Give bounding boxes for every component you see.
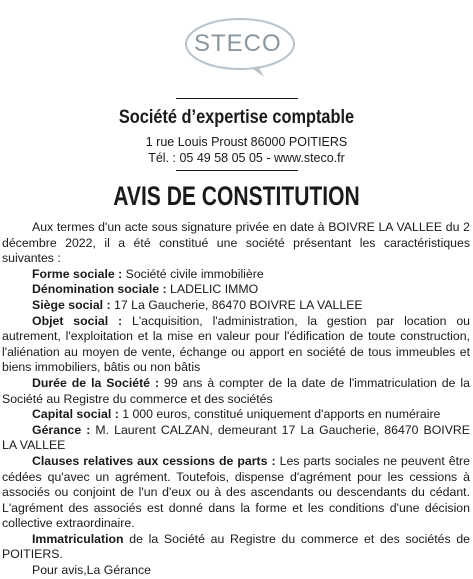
field-label: Durée de la Société :	[32, 375, 160, 390]
field-label: Objet social :	[32, 313, 123, 328]
field-value: LADELIC IMMO	[166, 282, 259, 297]
field-immatriculation	[2, 532, 470, 563]
field-value: 17 La Gaucherie, 86470 BOIVRE LA VALLEE	[110, 297, 363, 312]
notice-body	[2, 220, 470, 579]
header-top-rule	[176, 98, 298, 99]
field-label: Siège social :	[32, 297, 111, 312]
header-bottom-rule	[176, 170, 298, 171]
field-label: Immatriculation	[32, 531, 124, 546]
field-value: 1 000 euros, constitué uniquement d'apports en numéraire	[118, 407, 441, 422]
field-value: Les parts sociales ne peuvent être cédées qu'avec un agrément. Toutefois, dispense d'agrément pour les cessions à associés ou conjoint de l'un d'eux ou à des ascendants ou descendants du cédant. L'agrément des associés est donné dans la forme et les conditions d'une décision collective extraordinaire.	[2, 453, 470, 531]
field-value: 99 ans à compter de la date de l'immatriculation de la Société au Registre du commerce et des sociétés	[2, 375, 470, 406]
cabinet-name: Société d’expertise comptable	[118, 107, 355, 128]
field-label: Gérance :	[32, 422, 91, 437]
field-siege-social	[2, 298, 470, 314]
field-forme-sociale	[2, 267, 470, 283]
field-label: Clauses relatives aux cessions de parts :	[32, 453, 276, 468]
field-capital-social	[2, 407, 470, 423]
field-label: Forme sociale :	[32, 266, 123, 281]
field-objet-social	[2, 314, 470, 376]
notice-intro: Aux termes d'un acte sous signature privée en date à BOIVRE LA VALLEE du 2 décembre 2022, il a été constitué une société présentant les caractéristiques suivantes :	[2, 220, 470, 266]
field-label: Capital social :	[32, 407, 119, 422]
field-value: de la Société au Registre du commerce et des sociétés de POITIERS.	[2, 531, 470, 562]
field-value: L'acquisition, l'administration, la gestion par location ou autrement, l'exploitation et la mise en valeur pour l'édification de toute construction, l'aliénation au moyen de vente, échange ou apport en société de tous immeubles et biens immobiliers, bâtis ou non bâtis	[2, 313, 470, 375]
cabinet-phone: Tél. : 05 49 58 05 05 - www.steco.fr	[148, 151, 345, 165]
field-value: Société civile immobilière	[122, 266, 264, 281]
notice-title: AVIS DE CONSTITUTION	[113, 181, 360, 211]
steco-logo	[178, 14, 298, 78]
field-denomination	[2, 282, 470, 298]
cabinet-address: 1 rue Louis Proust 86000 POITIERS	[145, 135, 348, 149]
field-gerance	[2, 423, 470, 454]
field-clauses-cessions	[2, 454, 470, 532]
logo-text: STECO	[194, 30, 282, 57]
field-value: M. Laurent CALZAN, demeurant 17 La Gaucherie, 86470 BOIVRE LA VALLEE	[2, 422, 470, 453]
notice-closing: Pour avis,La Gérance	[32, 563, 151, 578]
field-label: Dénomination sociale :	[32, 282, 167, 297]
field-duree	[2, 376, 470, 407]
